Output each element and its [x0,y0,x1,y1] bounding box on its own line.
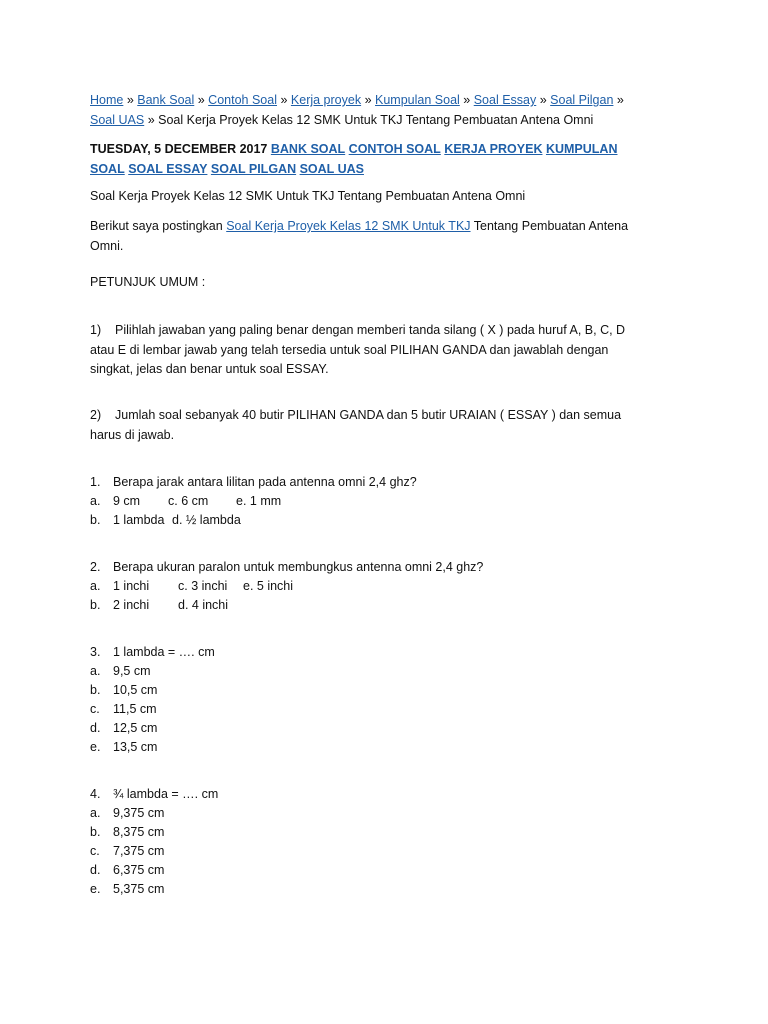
instruction-text: Pilihlah jawaban yang paling benar dengan memberi tanda silang ( X ) pada huruf A, B, C, D atau E di lembar jawab yang telah tersedia untuk soal PILIHAN GANDA dan jawablah dengan singkat, jelas dan benar untuk soal ESSAY. [90,323,626,376]
option-text: 5,375 cm [113,882,165,896]
option-letter: c. [90,702,100,716]
option-letter: a. [90,579,101,593]
breadcrumb-link-soal-uas[interactable]: Soal UAS [90,112,145,127]
option-letter: c. [90,844,100,858]
option-text: 13,5 cm [113,740,158,754]
breadcrumb-link-soal-pilgan[interactable]: Soal Pilgan [550,93,614,107]
label-link-soal-pilgan[interactable]: SOAL PILGAN [210,161,297,176]
question-number: 1. [90,475,101,489]
option-letter: b. [90,598,101,612]
breadcrumb-separator: » [126,93,134,107]
question-stem [90,785,650,804]
option-text: 9,375 cm [113,806,165,820]
label-link-kumpulan-soal[interactable]: KUMPULAN SOAL [90,142,618,176]
question-text: 1 lambda = …. cm [113,645,215,659]
breadcrumb-separator: » [197,93,205,107]
question-text: ¾ lambda = …. cm [113,787,219,801]
question-number: 2. [90,560,101,574]
question [90,643,650,757]
option-row [90,492,650,511]
option-row [90,719,650,738]
option-letter: b. [90,683,101,697]
option-text: d. 4 inchi [178,598,229,612]
intro-text-before: Berikut saya postingkan [90,219,223,233]
breadcrumb-link-home[interactable]: Home [90,93,124,107]
breadcrumb-link-kerja-proyek[interactable]: Kerja proyek [290,93,362,107]
breadcrumb-separator: » [280,93,288,107]
option-letter: e. [90,882,101,896]
question-stem [90,558,650,577]
option-row [90,681,650,700]
question [90,473,650,530]
label-link-soal-uas[interactable]: SOAL UAS [299,161,364,176]
post-meta [90,140,650,179]
breadcrumb-separator: » [463,93,471,107]
option-text: e. 1 mm [236,494,282,508]
breadcrumb-link-contoh-soal[interactable]: Contoh Soal [208,93,277,107]
option-row [90,738,650,757]
option-letter: b. [90,825,101,839]
question-stem [90,473,650,492]
label-link-bank-soal[interactable]: BANK SOAL [270,142,346,156]
post-title: Soal Kerja Proyek Kelas 12 SMK Untuk TKJ Tentang Pembuatan Antena Omni [90,189,526,203]
question-number: 3. [90,645,101,659]
option-letter: a. [90,664,101,678]
option-row [90,662,650,681]
instruction-item [90,321,650,380]
option-text: 9,5 cm [113,664,151,678]
option-letter: d. [90,863,101,877]
option-letter: b. [90,513,101,527]
intro-link[interactable]: Soal Kerja Proyek Kelas 12 SMK Untuk TKJ [226,219,471,233]
option-text: 1 lambda [113,513,165,527]
option-row [90,511,650,530]
option-row [90,880,650,899]
option-row [90,596,650,615]
option-text: 8,375 cm [113,825,165,839]
option-text: 1 inchi [113,579,150,593]
label-link-soal-essay[interactable]: SOAL ESSAY [128,161,208,176]
intro-text-after: Tentang Pembuatan Antena Omni. [90,219,629,253]
option-text: d. ½ lambda [172,513,241,527]
option-text: 2 inchi [113,598,150,612]
breadcrumb-separator: » [147,112,155,127]
question-text: Berapa ukuran paralon untuk membungkus antenna omni 2,4 ghz? [113,560,484,574]
question [90,558,650,615]
instruction-item [90,406,650,445]
option-text: 11,5 cm [113,702,157,716]
option-text: c. 6 cm [168,494,209,508]
instruction-number: 1) [90,323,102,337]
option-text: e. 5 inchi [243,579,294,593]
option-row [90,861,650,880]
option-letter: a. [90,494,101,508]
option-row [90,842,650,861]
instruction-text: Jumlah soal sebanyak 40 butir PILIHAN GANDA dan 5 butir URAIAN ( ESSAY ) dan semua harus di jawab. [90,408,622,442]
breadcrumb-link-soal-essay[interactable]: Soal Essay [473,93,537,107]
question-number: 4. [90,787,101,801]
breadcrumb-link-kumpulan-soal[interactable]: Kumpulan Soal [375,93,460,107]
breadcrumb-separator: » [616,93,624,107]
instructions-heading: PETUNJUK UMUM : [90,275,206,289]
option-text: c. 3 inchi [178,579,228,593]
breadcrumb-separator: » [539,93,547,107]
option-row [90,700,650,719]
option-letter: a. [90,806,101,820]
option-text: 6,375 cm [113,863,165,877]
label-link-kerja-proyek[interactable]: KERJA PROYEK [444,142,543,156]
option-row [90,823,650,842]
option-row [90,804,650,823]
breadcrumb-link-bank-soal[interactable]: Bank Soal [137,93,195,107]
post-intro [90,217,650,256]
post-date: TUESDAY, 5 DECEMBER 2017 [90,142,268,156]
breadcrumb-current: Soal Kerja Proyek Kelas 12 SMK Untuk TKJ Tentang Pembuatan Antena Omni [158,112,594,127]
label-link-contoh-soal[interactable]: CONTOH SOAL [348,142,441,156]
option-text: 12,5 cm [113,721,158,735]
option-letter: e. [90,740,101,754]
option-text: 10,5 cm [113,683,158,697]
instruction-number: 2) [90,408,102,422]
breadcrumb-separator: » [364,93,372,107]
question-text: Berapa jarak antara lilitan pada antenna omni 2,4 ghz? [113,475,417,489]
option-text: 7,375 cm [113,844,165,858]
breadcrumb [90,91,650,130]
option-text: 9 cm [113,494,141,508]
option-row [90,577,650,596]
question-stem [90,643,650,662]
question [90,785,650,899]
option-letter: d. [90,721,101,735]
